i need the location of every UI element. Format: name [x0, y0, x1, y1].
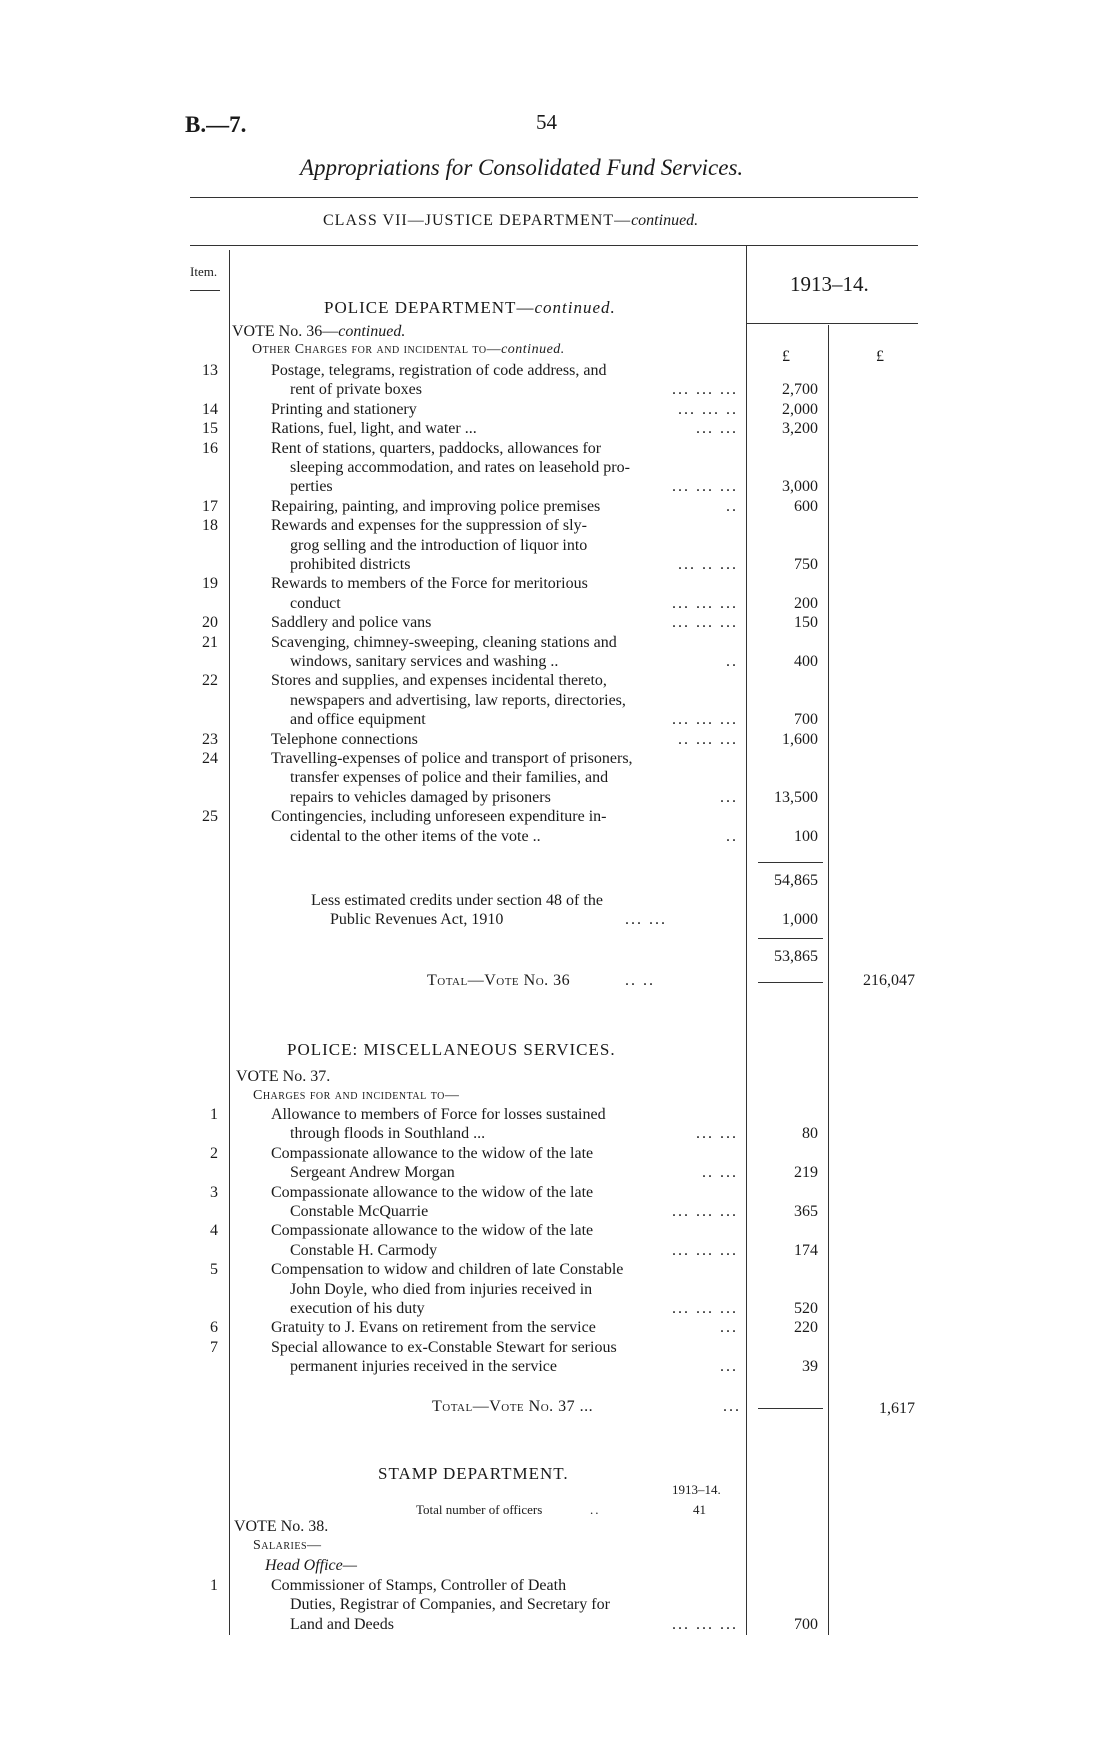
leader-dots: .. ... ...	[678, 730, 738, 748]
item-description: windows, sanitary services and washing ..	[290, 653, 559, 670]
leader-dots: ...	[723, 1398, 741, 1415]
leader-dots: ..	[726, 497, 738, 515]
amount-column-rule	[746, 245, 747, 1635]
leader-dots: ... ... ...	[672, 1241, 738, 1259]
item-description: Repairing, painting, and improving police premises	[271, 497, 601, 515]
leader-dots: ... ...	[696, 1125, 738, 1143]
item-amount: 700	[794, 1615, 818, 1633]
item-description: perties	[290, 478, 333, 496]
vote-heading: VOTE No. 38.	[234, 1518, 329, 1535]
net-rule	[758, 938, 823, 939]
item-description: Allowance to members of Force for losses sustained	[271, 1106, 606, 1123]
item-description: Saddlery and police vans	[271, 614, 432, 632]
item-amount: 220	[794, 1319, 818, 1337]
item-description: Travelling-expenses of police and transport of prisoners,	[271, 750, 633, 767]
item-amount: 520	[794, 1300, 818, 1317]
item-description: Compassionate allowance to the widow of the late	[271, 1144, 594, 1162]
item-number: 22	[202, 672, 218, 690]
currency-symbol: £	[876, 348, 884, 365]
leader-dots: .. ...	[702, 1164, 738, 1182]
item-description: Constable H. Carmody	[290, 1241, 438, 1259]
subheading: Other Charges for and incidental to—continued.	[252, 342, 565, 357]
item-number: 23	[202, 730, 218, 748]
leader-dots: ... ... ...	[672, 1300, 738, 1317]
total-rule	[758, 1408, 823, 1409]
table-top-rule	[190, 245, 918, 246]
item-number: 7	[210, 1338, 218, 1356]
item-number: 13	[202, 362, 218, 379]
vote-heading: VOTE No. 37.	[236, 1068, 331, 1085]
vote-total-amount: 1,617	[879, 1400, 915, 1417]
item-amount: 3,200	[782, 420, 818, 438]
item-description: execution of his duty	[290, 1300, 425, 1317]
section-title: POLICE DEPARTMENT—continued.	[324, 298, 616, 317]
vote-total-label: Total—Vote No. 36	[427, 972, 571, 989]
vote-heading: VOTE No. 36—continued.	[232, 323, 406, 340]
item-amount: 200	[794, 594, 818, 612]
item-description: permanent injuries received in the service	[290, 1358, 557, 1376]
year-header: 1913–14.	[790, 272, 869, 296]
leader-dots: ... ...	[625, 911, 667, 928]
section-title: POLICE: MISCELLANEOUS SERVICES.	[287, 1040, 616, 1059]
officers-count: 41	[693, 1502, 706, 1517]
item-header-rule	[190, 290, 220, 291]
leader-dots: ... ... ...	[672, 711, 738, 729]
item-number: 14	[202, 400, 218, 418]
leader-dots: ... ... ...	[672, 614, 738, 632]
item-amount: 2,000	[782, 400, 818, 418]
item-description: newspapers and advertising, law reports, directories,	[290, 691, 626, 709]
item-description: Postage, telegrams, registration of code address, and	[271, 362, 607, 379]
leader-dots: ... ... ...	[672, 1203, 738, 1220]
leader-dots: .. ..	[625, 972, 655, 989]
document-reference: B.—7.	[185, 112, 247, 137]
item-description: through floods in Southland ...	[290, 1125, 486, 1143]
item-description: repairs to vehicles damaged by prisoners	[290, 788, 551, 806]
item-amount: 400	[794, 653, 818, 670]
item-number: 6	[210, 1319, 218, 1337]
item-description: Gratuity to J. Evans on retirement from the service	[271, 1319, 596, 1337]
item-amount: 80	[802, 1125, 818, 1143]
item-amount: 750	[794, 556, 818, 573]
less-credits-label: Public Revenues Act, 1910	[330, 911, 504, 928]
subtotal-amount: 54,865	[774, 872, 818, 889]
leader-dots: ... ... ..	[678, 400, 738, 418]
item-description: Sergeant Andrew Morgan	[290, 1164, 455, 1182]
item-description: Telephone connections	[271, 730, 418, 748]
item-amount: 39	[802, 1358, 818, 1376]
item-description: Stores and supplies, and expenses incidental thereto,	[271, 672, 607, 690]
leader-dots: ..	[726, 827, 738, 845]
item-column-header: Item.	[190, 264, 218, 279]
item-description: cidental to the other items of the vote ..	[290, 827, 541, 845]
item-description: transfer expenses of police and their families, and	[290, 769, 609, 787]
leader-dots: ...	[720, 788, 738, 806]
vote-total-label: Total—Vote No. 37 ...	[432, 1398, 594, 1415]
leader-dots: ... ... ...	[672, 594, 738, 612]
leader-dots: ... ... ...	[672, 381, 738, 399]
item-number: 20	[202, 614, 218, 632]
item-amount: 365	[794, 1203, 818, 1220]
leader-dots: ... .. ...	[678, 556, 738, 573]
item-number: 5	[210, 1261, 218, 1279]
leader-dots: ... ... ...	[672, 478, 738, 496]
item-description: conduct	[290, 594, 341, 612]
office-heading: Head Office—	[265, 1557, 357, 1574]
item-number: 16	[202, 439, 218, 457]
item-amount: 3,000	[782, 478, 818, 496]
item-number: 24	[202, 750, 218, 767]
item-description: Contingencies, including unforeseen expenditure in-	[271, 808, 607, 826]
item-description: Printing and stationery	[271, 400, 417, 418]
subtotal-rule	[758, 862, 823, 863]
class-title: CLASS VII—JUSTICE DEPARTMENT—continued.	[323, 212, 699, 229]
item-number: 1	[210, 1577, 218, 1594]
less-credits-amount: 1,000	[782, 911, 818, 928]
total-rule	[758, 982, 823, 983]
section-title: STAMP DEPARTMENT.	[378, 1464, 569, 1483]
item-description: Scavenging, chimney-sweeping, cleaning stations and	[271, 633, 617, 651]
item-number: 19	[202, 575, 218, 593]
item-description: Compassionate allowance to the widow of the late	[271, 1222, 594, 1240]
item-description: grog selling and the introduction of liquor into	[290, 536, 588, 554]
item-number: 17	[202, 497, 218, 515]
item-amount: 100	[794, 827, 818, 845]
net-amount: 53,865	[774, 948, 818, 965]
item-description: Rewards and expenses for the suppression of sly-	[271, 517, 587, 535]
year-header-rule	[746, 323, 918, 324]
leader-dots: ..	[590, 1502, 601, 1517]
less-credits-label: Less estimated credits under section 48 of the	[311, 892, 603, 909]
item-description: Special allowance to ex-Constable Stewart for serious	[271, 1338, 617, 1356]
item-number: 2	[210, 1144, 218, 1162]
item-description: Rent of stations, quarters, paddocks, allowances for	[271, 439, 602, 457]
item-amount: 150	[794, 614, 818, 632]
item-description: Duties, Registrar of Companies, and Secretary for	[290, 1596, 610, 1614]
item-number: 3	[210, 1183, 218, 1201]
item-amount: 1,600	[782, 730, 818, 748]
officers-label: Total number of officers	[416, 1502, 543, 1517]
item-number: 4	[210, 1222, 218, 1240]
total-column-rule	[828, 325, 829, 1635]
header-rule	[190, 197, 918, 198]
leader-dots: ..	[726, 653, 738, 670]
item-number: 15	[202, 420, 218, 438]
item-amount: 219	[794, 1164, 818, 1182]
officers-year: 1913–14.	[672, 1482, 721, 1497]
item-number: 25	[202, 808, 218, 826]
page-title: Appropriations for Consolidated Fund Services.	[300, 155, 744, 180]
vote-total-amount: 216,047	[863, 972, 915, 989]
item-amount: 2,700	[782, 381, 818, 399]
leader-dots: ...	[720, 1358, 738, 1376]
item-number: 1	[210, 1106, 218, 1123]
item-description: Land and Deeds	[290, 1615, 394, 1633]
leader-dots: ... ...	[696, 420, 738, 438]
item-number: 21	[202, 633, 218, 651]
item-column-rule	[229, 250, 230, 1635]
subheading: Salaries—	[253, 1538, 322, 1553]
item-description: Rations, fuel, light, and water ...	[271, 420, 477, 438]
currency-symbol: £	[782, 348, 790, 365]
leader-dots: ...	[720, 1319, 738, 1337]
item-amount: 700	[794, 711, 818, 729]
item-description: sleeping accommodation, and rates on leasehold pro-	[290, 459, 630, 476]
item-description: rent of private boxes	[290, 381, 422, 399]
item-description: and office equipment	[290, 711, 426, 729]
item-number: 18	[202, 517, 218, 535]
item-description: John Doyle, who died from injuries received in	[290, 1280, 593, 1298]
subheading: Charges for and incidental to—	[253, 1088, 460, 1103]
item-description: Compensation to widow and children of late Constable	[271, 1261, 624, 1279]
item-amount: 600	[794, 497, 818, 515]
item-description: Commissioner of Stamps, Controller of Death	[271, 1577, 567, 1594]
item-description: prohibited districts	[290, 556, 411, 573]
page-number: 54	[536, 110, 557, 134]
item-amount: 174	[794, 1241, 818, 1259]
item-description: Compassionate allowance to the widow of the late	[271, 1183, 594, 1201]
item-amount: 13,500	[774, 788, 818, 806]
item-description: Constable McQuarrie	[290, 1203, 429, 1220]
leader-dots: ... ... ...	[672, 1615, 738, 1633]
item-description: Rewards to members of the Force for meritorious	[271, 575, 588, 593]
